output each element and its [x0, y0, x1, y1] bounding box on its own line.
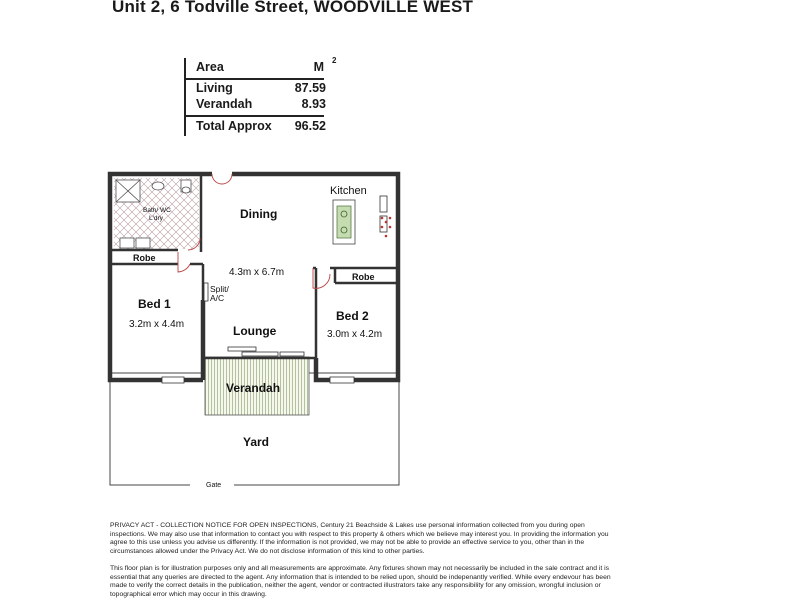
- label-verandah: Verandah: [226, 381, 281, 395]
- area-header-unit-sup: 2: [332, 56, 337, 65]
- disclaimer-notice: [110, 565, 695, 599]
- privacy-line: agree to this use unless you advise us differently. If the information is not provided, we may not be able to provide an effective service to you, other than in the: [110, 539, 585, 547]
- privacy-line: inspections. We may also use that information to contact you with respect to this property & others which we believe may interest you. In providing the information you: [110, 530, 609, 538]
- area-row-living-value: 87.59: [294, 81, 326, 95]
- label-living-dims: 4.3m x 6.7m: [229, 267, 285, 278]
- area-header-unit: M: [313, 60, 324, 74]
- label-bed-1-dims: 3.2m x 4.4m: [129, 319, 185, 330]
- label-kitchen: Kitchen: [330, 185, 367, 197]
- area-row-living-label: Living: [196, 81, 233, 95]
- label-laundry: L'dry: [149, 215, 163, 222]
- label-gate: Gate: [206, 482, 222, 489]
- label-split-ac-2: A/C: [210, 293, 225, 303]
- label-robe-1: Robe: [133, 253, 156, 263]
- privacy-line: circumstances allowed under the Privacy Act. We do not disclose information of this kind to other parties.: [110, 547, 425, 555]
- privacy-notice: [110, 522, 695, 556]
- disclaimer-line: This floor plan is for illustration purposes only and all measurements are approximate. Any fixtures shown may not necessarily be included in the sale contract and it is: [110, 565, 610, 572]
- label-bed-2: Bed 2: [336, 309, 369, 323]
- label-yard: Yard: [243, 435, 270, 449]
- label-lounge: Lounge: [233, 324, 277, 338]
- area-row-verandah-label: Verandah: [196, 97, 253, 111]
- privacy-line: PRIVACY ACT - COLLECTION NOTICE FOR OPEN INSPECTIONS, Century 21 Beachside & Lakes use personal information collected from you during open: [110, 522, 585, 529]
- split-ac-unit: [204, 283, 208, 301]
- label-bath: Bath/ WC: [143, 207, 171, 214]
- label-robe-2: Robe: [352, 272, 375, 282]
- area-row-verandah-value: 8.93: [301, 97, 326, 111]
- sliding-doors: [228, 347, 304, 356]
- area-header-label: Area: [196, 60, 224, 74]
- disclaimer-line: made to verify the correct details in the publication, neither the agent, vendor or contracted illustrators take any responsibility for any omission, wrongful inclusion or: [110, 582, 601, 590]
- label-split-ac-1: Split/: [210, 284, 229, 294]
- area-total-label: Total Approx: [196, 119, 272, 133]
- property-title: Unit 2, 6 Todville Street, WOODVILLE WEST: [112, 0, 474, 16]
- label-bed-1: Bed 1: [138, 297, 171, 311]
- label-bed-2-dims: 3.0m x 4.2m: [327, 329, 383, 340]
- disclaimer-line: topographical error which may occur in this drawing.: [110, 590, 267, 598]
- label-dining: Dining: [240, 207, 278, 221]
- area-total-value: 96.52: [294, 119, 326, 133]
- disclaimer-line: essential that any queries are directed to the agent. Any information that is intended to be relied upon, should be indepenantly verified. While every endevour has been: [110, 573, 611, 581]
